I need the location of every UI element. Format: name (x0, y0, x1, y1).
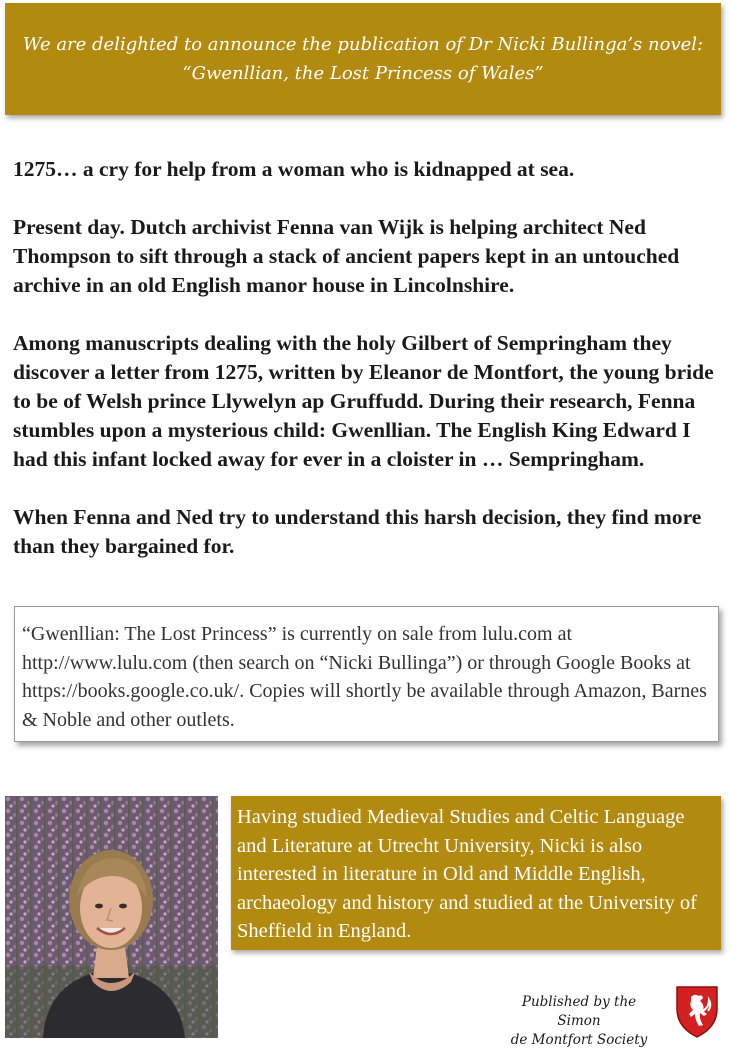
story-paragraph-4: When Fenna and Ned try to understand this harsh decision, they find more than they bargained for. (13, 505, 702, 558)
sale-info-box (14, 606, 719, 742)
publisher-line-1: Published by the Simon (521, 994, 637, 1029)
story-text (13, 155, 718, 590)
banner-line-1: We are delighted to announce the publication of Dr Nicki Bullinga’s novel: (22, 34, 704, 55)
lion-shield-icon (669, 983, 725, 1039)
publisher-line-2: de Montfort Society (510, 1032, 648, 1048)
author-bio-box (231, 796, 721, 950)
author-bio-text: Having studied Medieval Studies and Celtic Language and Literature at Utrecht University, Nicki is also interested in literature in Old and Middle English, archaeology and history and studied at the University of Sheffield in England. (237, 806, 697, 942)
story-paragraph-3: Among manuscripts dealing with the holy Gilbert of Sempringham they discover a letter from 1275, written by Eleanor de Montfort, the young bride to be of Welsh prince Llywelyn ap Gruffudd. During their research, Fenna stumbles upon a mysterious child: Gwenllian. The English King Edward I had this infant locked away for ever in a cloister in … Sempringham. (13, 331, 714, 471)
announcement-banner (5, 3, 721, 115)
sale-info-text: “Gwenllian: The Lost Princess” is currently on sale from lulu.com at http://www.lulu.com (then search on “Nicki Bullinga”) or through Google Books at https://books.google.co.uk/. Copies will shortly be available through Amazon, Barnes & Noble and other outlets. (22, 623, 707, 731)
author-photo-drawing (5, 796, 218, 1038)
publisher-credit (500, 993, 658, 1050)
author-photo (5, 796, 218, 1038)
story-paragraph-2: Present day. Dutch archivist Fenna van Wijk is helping architect Ned Thompson to sift through a stack of ancient papers kept in an untouched archive in an old English manor house in Lincolnshire. (13, 215, 680, 297)
banner-line-2: “Gwenllian, the Lost Princess of Wales” (182, 63, 544, 84)
story-paragraph-1: 1275… a cry for help from a woman who is kidnapped at sea. (13, 157, 575, 181)
